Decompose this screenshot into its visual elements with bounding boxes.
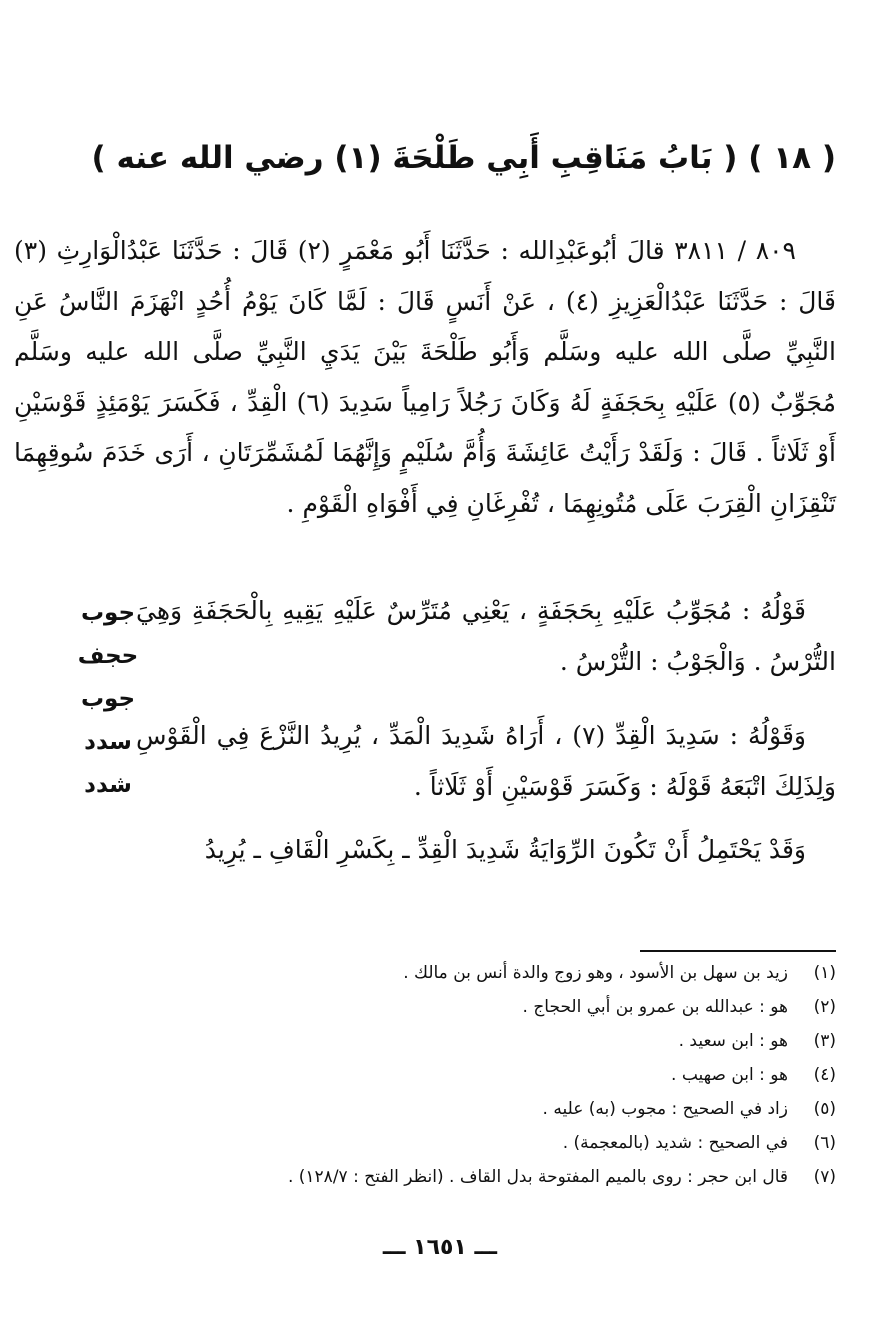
explanation-block-2 xyxy=(136,711,836,812)
footnote-item xyxy=(196,1126,836,1160)
footnote-text: هو : ابن صهيب . xyxy=(671,1065,788,1085)
footnote-text: هو : عبدالله بن عمرو بن أبي الحجاج . xyxy=(522,997,788,1017)
footnote-item xyxy=(196,1024,836,1058)
footnote-number: (٤) xyxy=(813,1065,836,1085)
footnote-number: (٢) xyxy=(813,997,836,1017)
explanation-paragraph: وَقَدْ يَحْتَمِلُ أَنْ تَكُونَ الرِّوَايَةُ شَدِيدَ الْقِدِّ ـ بِكَسْرِ الْقَافِ ـ يُرِيدُ xyxy=(204,835,806,864)
footnote-number: (٥) xyxy=(813,1099,836,1119)
footnote-text: زيد بن سهل بن الأسود ، وهو زوج والدة أنس بن مالك . xyxy=(403,963,788,983)
hadith-text xyxy=(14,226,836,529)
footnote-number: (٣) xyxy=(813,1031,836,1051)
footnote-item xyxy=(196,990,836,1024)
margin-root-word: سدد xyxy=(84,729,132,755)
margin-root-word: جوب xyxy=(80,600,136,626)
footnote-number: (٦) xyxy=(813,1133,836,1153)
footnote-number: (٧) xyxy=(813,1167,836,1187)
page-number: ـــ ١٦٥١ ـــ xyxy=(382,1235,498,1260)
explanation-block-3 xyxy=(136,825,836,876)
margin-root-word: حجف xyxy=(77,643,139,669)
footnote-text: هو : ابن سعيد . xyxy=(678,1031,788,1051)
footnote-number: (١) xyxy=(813,963,836,983)
footnote-item xyxy=(196,1058,836,1092)
footnote-item xyxy=(196,956,836,990)
footnote-text: قال ابن حجر : روى بالميم المفتوحة بدل القاف . (انظر الفتح : ١٢٨/٧) . xyxy=(287,1167,788,1187)
footnote-text: زاد في الصحيح : مجوب (به) عليه . xyxy=(542,1099,788,1119)
footnotes xyxy=(196,956,836,1194)
margin-root-word: جوب xyxy=(80,686,136,712)
explanation-paragraph: قَوْلُهُ : مُجَوِّبُ عَلَيْهِ بِحَجَفَةٍ ، يَعْنِي مُتَرِّسٌ عَلَيْهِ يَقِيهِ بِالْحَجَفَةِ وَهِيَ التُّرْسُ . وَالْجَوْبُ : التُّرْسُ . xyxy=(136,596,836,676)
footnote-text: في الصحيح : شديد (بالمعجمة) . xyxy=(562,1133,788,1153)
footnote-item xyxy=(196,1092,836,1126)
margin-root-word: شدد xyxy=(84,772,132,798)
chapter-heading: ( ١٨ ) ( بَابُ مَنَاقِبِ أَبِي طَلْحَةَ (١) رضي الله عنه ) xyxy=(91,140,836,176)
hadith-paragraph: ٨٠٩ / ٣٨١١ قالَ أبُوعَبْدِالله : حَدَّثَنَا أَبُو مَعْمَرٍ (٢) قَالَ : حَدَّثَنَا عَبْدُالْوَارِثِ (٣) قَالَ : حَدَّثَنَا عَبْدُالْعَزِيزِ (٤) ، عَنْ أَنَسٍ قَالَ : لَمَّا كَانَ يَوْمُ أُحُدٍ انْهَزَمَ النَّاسُ عَنِ النَّبِيِّ صلَّى الله عليه وسَلَّم وَأَبُو طَلْحَةَ بَيْنَ يَدَيِ النَّبِيِّ صلَّى الله عليه وسَلَّم مُجَوِّبٌ (٥) عَلَيْهِ بِحَجَفَةٍ لَهُ وَكَانَ رَجُلاً رَامِياً سَدِيدَ (٦) الْقِدِّ ، فَكَسَرَ يَوْمَئِذٍ قَوْسَيْنِ أَوْ ثَلَاثاً . قَالَ : وَلَقَدْ رَأَيْتُ عَائِشَةَ وَأُمَّ سُلَيْمٍ وَإِنَّهُمَا لَمُشَمِّرَتَانِ ، أَرَى خَدَمَ سُوقِهِمَا تَنْقِزَانِ الْقِرَبَ عَلَى مُتُونِهِمَا ، تُفْرِغَانِ فِي أَفْوَاهِ الْقَوْمِ . xyxy=(14,236,836,518)
explanation-paragraph: وَقَوْلُهُ : سَدِيدَ الْقِدِّ (٧) ، أَرَاهُ شَدِيدَ الْمَدِّ ، يُرِيدُ النَّزْعَ فِي الْقَوْسِ وَلِذَلِكَ اتْبَعَهُ قَوْلَهُ : وَكَسَرَ قَوْسَيْنِ أَوْ ثَلَاثاً . xyxy=(136,721,836,801)
explanation-block-1 xyxy=(136,586,836,687)
footnote-divider xyxy=(640,950,836,952)
footnote-item xyxy=(196,1160,836,1194)
